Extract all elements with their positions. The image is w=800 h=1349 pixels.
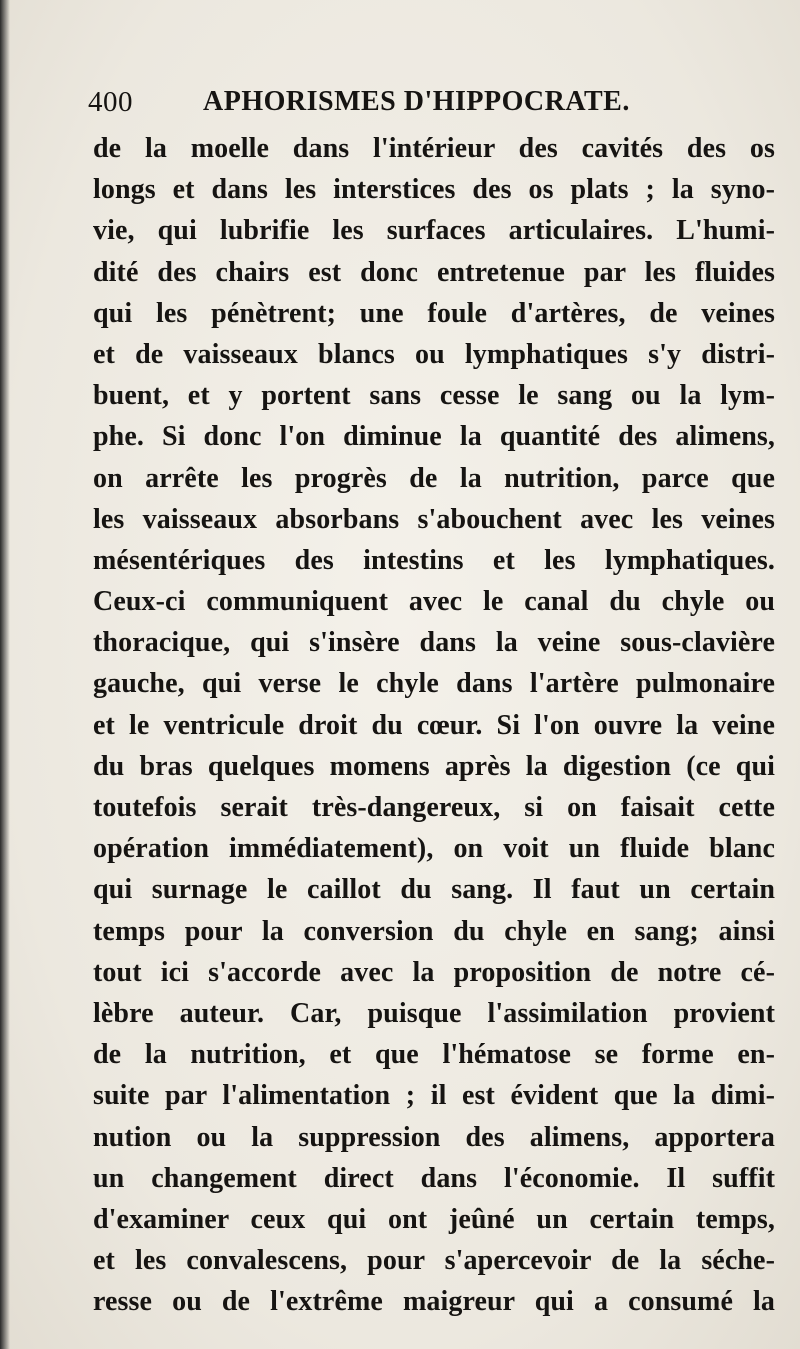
text-line: suite par l'alimentation ; il est évident que la dimi- <box>93 1080 775 1112</box>
page-header <box>88 86 778 126</box>
text-line: thoracique, qui s'insère dans la veine sous-clavière <box>93 627 775 659</box>
text-line: opération immédiatement), on voit un fluide blanc <box>93 833 775 865</box>
text-line: phe. Si donc l'on diminue la quantité des alimens, <box>93 421 775 453</box>
text-line: de la moelle dans l'intérieur des cavités des os <box>93 133 775 164</box>
text-line: longs et dans les interstices des os plats ; la syno- <box>93 174 775 206</box>
text-line: lèbre auteur. Car, puisque l'assimilation provient <box>93 997 775 1029</box>
page-number: 400 <box>88 86 133 118</box>
text-line: un changement direct dans l'économie. Il suffit <box>93 1162 775 1194</box>
running-title: APHORISMES D'HIPPOCRATE. <box>203 86 630 117</box>
text-line: qui les pénètrent; une foule d'artères, de veines <box>93 297 775 329</box>
text-line: et les convalescens, pour s'apercevoir de la séche- <box>93 1245 775 1277</box>
text-line: toutefois serait très-dangereux, si on faisait cette <box>93 792 775 823</box>
text-line: buent, et y portent sans cesse le sang ou la lym- <box>93 380 775 412</box>
text-line: nution ou la suppression des alimens, apportera <box>93 1121 775 1153</box>
text-line: et de vaisseaux blancs ou lymphatiques s'y distri- <box>93 338 775 370</box>
text-line: tout ici s'accorde avec la proposition de notre cé- <box>93 956 775 988</box>
text-line: d'examiner ceux qui ont jeûné un certain temps, <box>93 1203 775 1235</box>
text-line: Ceux-ci communiquent avec le canal du chyle ou <box>93 586 775 618</box>
text-line: et le ventricule droit du cœur. Si l'on ouvre la veine <box>93 709 775 741</box>
text-line: gauche, qui verse le chyle dans l'artère pulmonaire <box>93 668 775 700</box>
text-line: du bras quelques momens après la digestion (ce qui <box>93 750 775 782</box>
text-line: qui surnage le caillot du sang. Il faut un certain <box>93 874 775 906</box>
text-line: mésentériques des intestins et les lymphatiques. <box>93 544 775 576</box>
text-line: vie, qui lubrifie les surfaces articulaires. L'humi- <box>93 215 775 247</box>
text-line: les vaisseaux absorbans s'abouchent avec les veines <box>93 503 775 535</box>
text-line: de la nutrition, et que l'hématose se forme en- <box>93 1039 775 1071</box>
text-line: resse ou de l'extrême maigreur qui a consumé la <box>93 1286 775 1318</box>
text-line: temps pour la conversion du chyle en sang; ainsi <box>93 915 775 947</box>
text-line: on arrête les progrès de la nutrition, parce que <box>93 462 775 494</box>
text-line: dité des chairs est donc entretenue par les fluides <box>93 256 775 288</box>
body-text <box>93 128 775 1322</box>
